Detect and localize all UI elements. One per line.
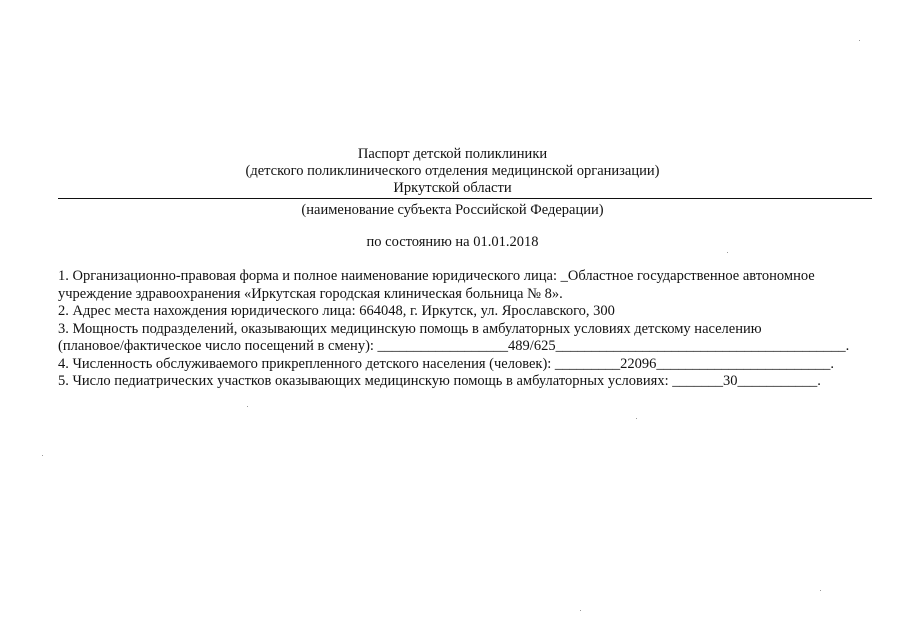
scan-speck [859,40,860,41]
document-subtitle: (детского поликлинического отделения медицинской организации) [245,163,660,179]
as-of-date: по состоянию на 01.01.2018 [366,234,539,250]
scan-speck [727,252,728,253]
item-1-line-2: учреждение здравоохранения «Иркутская городская клиническая больница № 8». [58,285,563,302]
item-1-line-1: 1. Организационно-правовая форма и полное наименование юридического лица: _Областное государственное автономное [58,268,815,284]
item-4-line-1: 4. Численность обслуживаемого прикрепленного детского населения (человек): _________22096________________________. [58,355,835,372]
region-name: Иркутской области [393,180,512,196]
scan-speck [580,610,581,611]
item-3-line-2: (плановое/фактическое число посещений в смену): __________________489/625________________________________________. [58,338,850,354]
document-title: Паспорт детской поликлиники [357,146,548,162]
region-caption: (наименование субъекта Российской Федерации) [301,202,604,218]
scan-speck [636,418,637,419]
scan-speck [247,406,248,407]
item-2-line-1: 2. Адрес места нахождения юридического лица: 664048, г. Иркутск, ул. Ярославского, 300 [58,303,615,319]
item-5-line-1: 5. Число педиатрических участков оказывающих медицинскую помощь в амбулаторных условиях: _______30___________. [58,373,821,389]
scan-speck [42,455,43,456]
region-underline [58,198,872,199]
item-3-line-1: 3. Мощность подразделений, оказывающих медицинскую помощь в амбулаторных условиях детскому населению [58,320,762,337]
scan-speck [820,590,821,591]
